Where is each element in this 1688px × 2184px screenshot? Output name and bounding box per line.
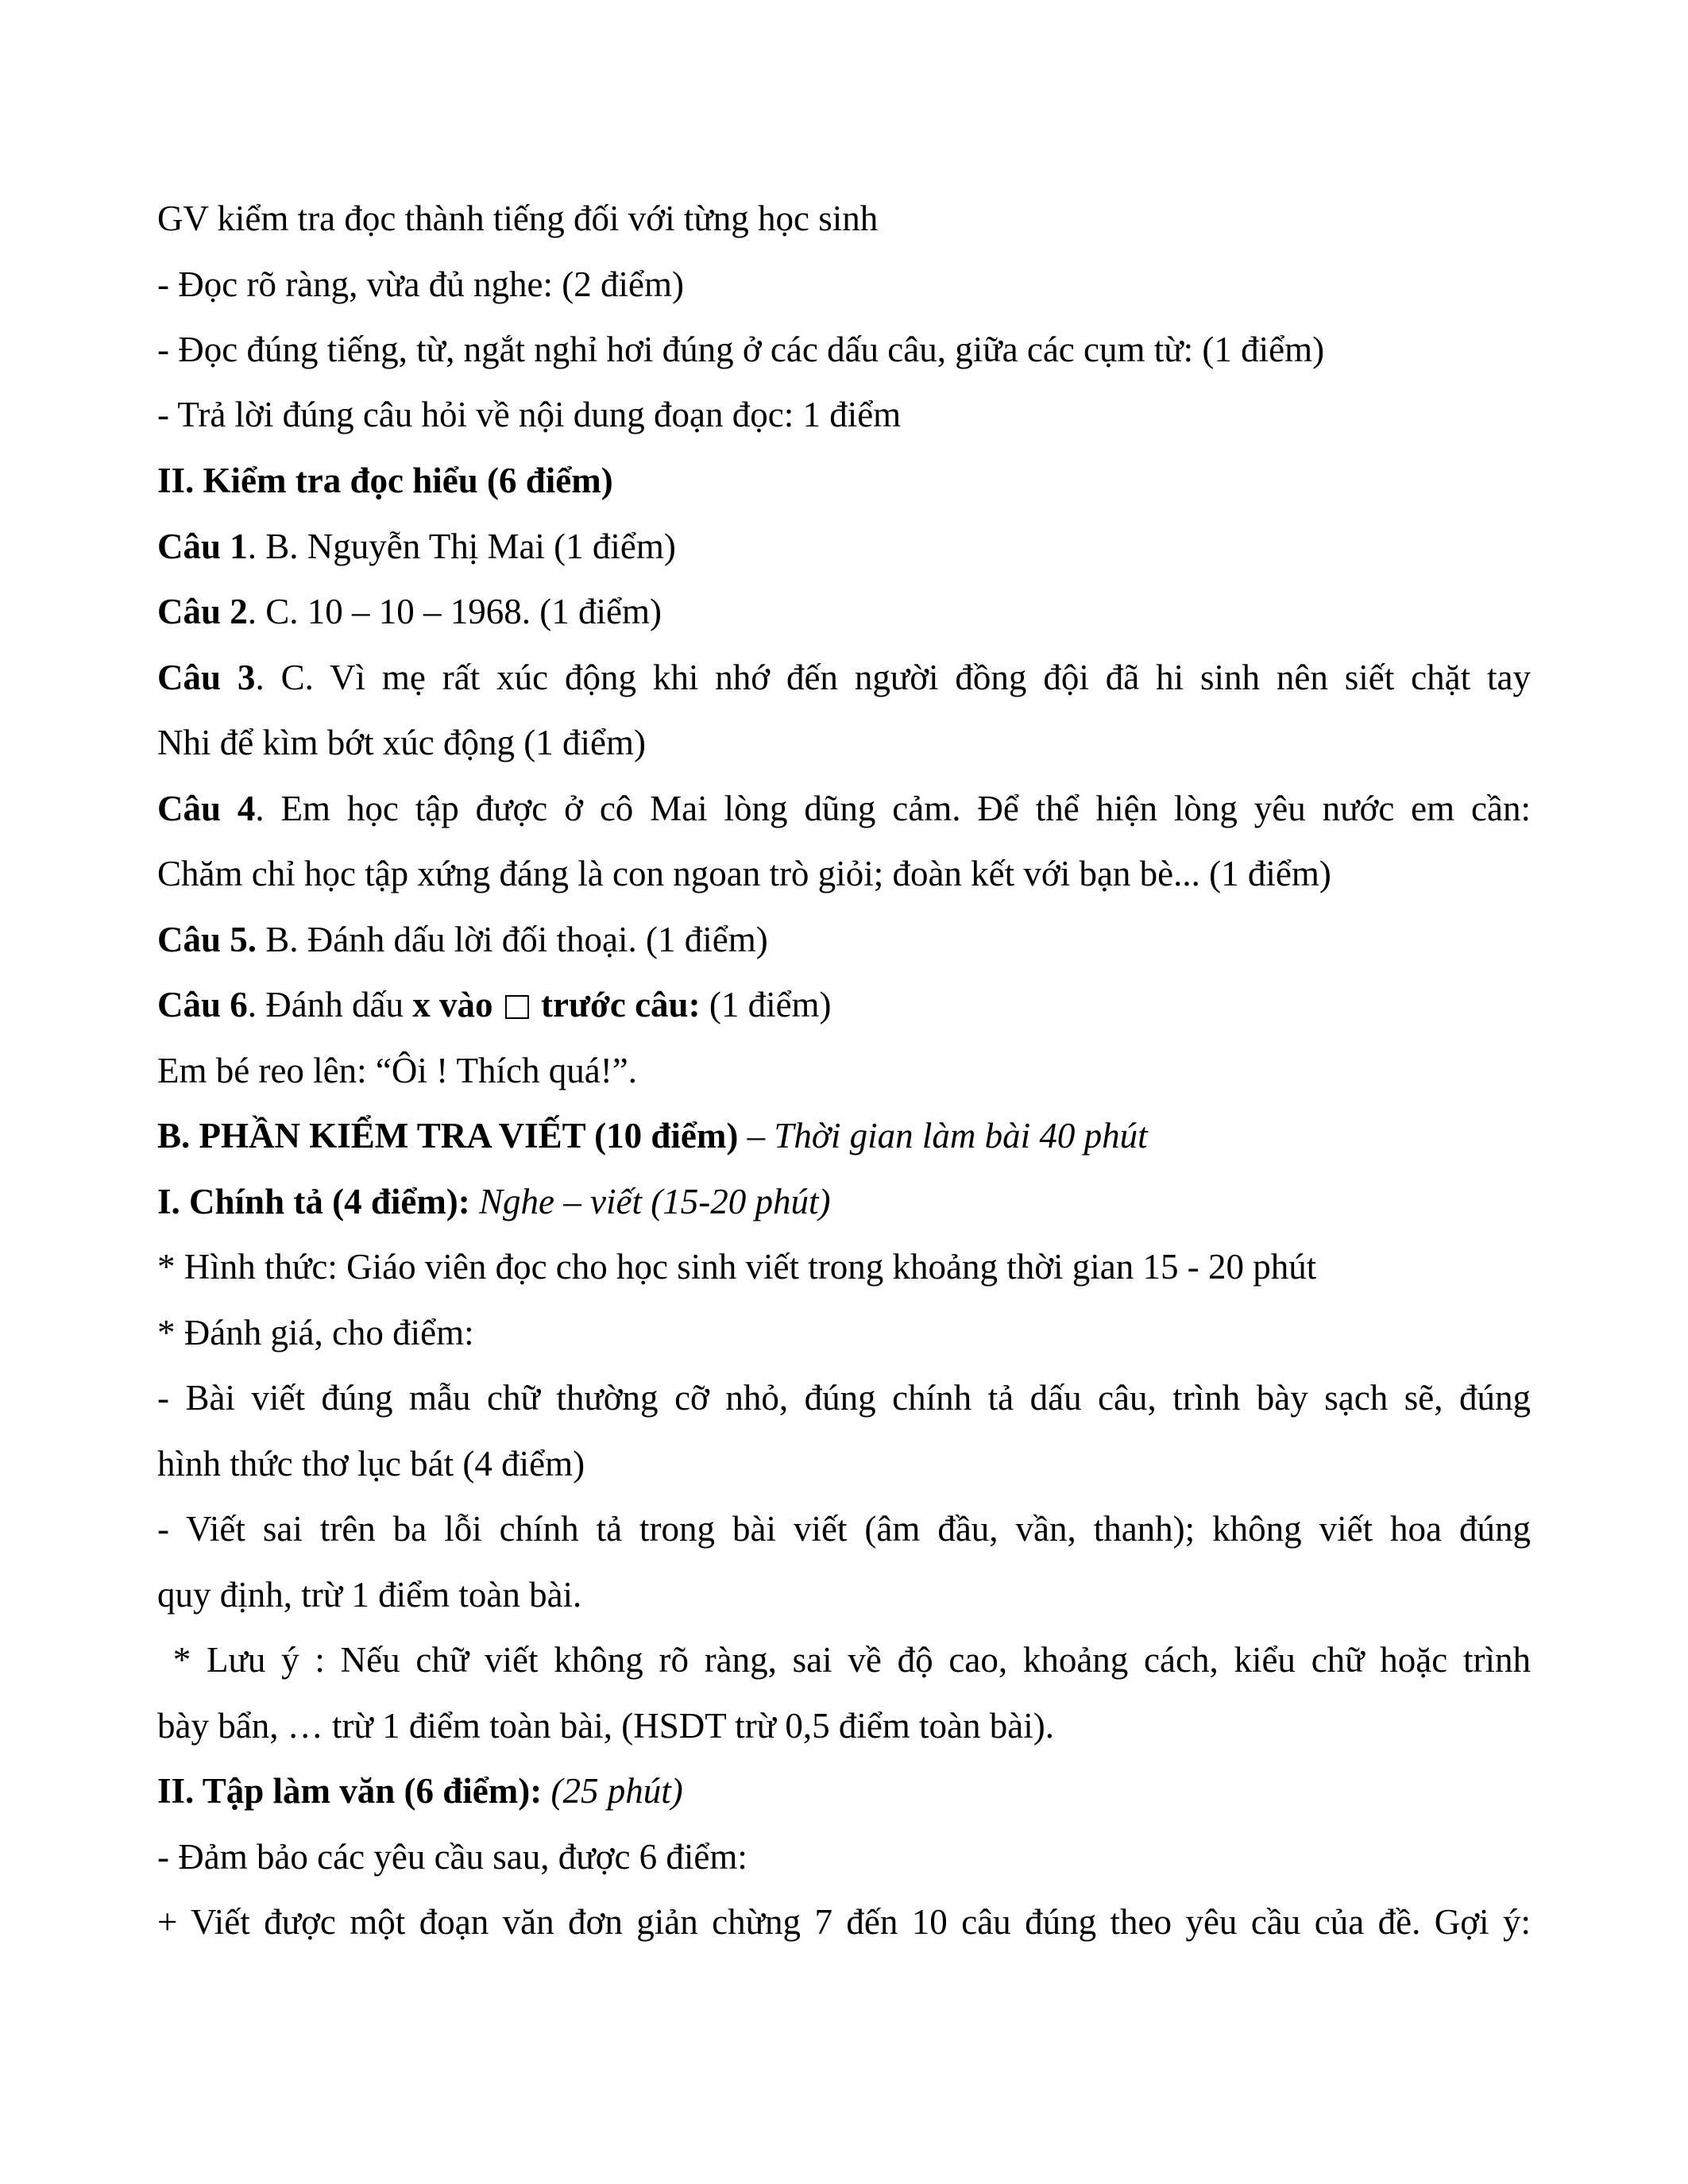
- instruction-bold: x vào: [412, 985, 493, 1024]
- heading-dash: –: [738, 1116, 774, 1156]
- checkbox-icon: [505, 995, 529, 1019]
- composition-line: - Đảm bảo các yêu cầu sau, được 6 điểm:: [157, 1837, 747, 1877]
- answer-text: . C. Vì mẹ rất xúc động khi nhớ đến người đồng đội đã hi sinh nên siết chặt tay: [255, 658, 1532, 697]
- dictation-line: quy định, trừ 1 điểm toàn bài.: [157, 1575, 582, 1615]
- question-6-answer: Em bé reo lên: “Ôi ! Thích quá!”.: [157, 1051, 637, 1090]
- question-5: [157, 916, 768, 963]
- points-text: (1 điểm): [700, 985, 832, 1024]
- instruction-text: . Đánh dấu: [247, 985, 413, 1024]
- dictation-line: - Viết sai trên ba lỗi chính tả trong bài viết (âm đầu, vần, thanh); không viết hoa đúng: [157, 1509, 1531, 1549]
- question-label: Câu 1: [157, 527, 248, 566]
- dictation-line: - Bài viết đúng mẫu chữ thường cỡ nhỏ, đúng chính tả dấu câu, trình bày sạch sẽ, đúng: [157, 1378, 1531, 1418]
- question-label: Câu 3: [157, 658, 256, 697]
- composition-heading: [157, 1767, 683, 1815]
- dictation-heading: [157, 1178, 830, 1225]
- heading-subtitle: (25 phút): [550, 1771, 683, 1811]
- heading-subtitle: Nghe – viết (15-20 phút): [479, 1182, 831, 1221]
- heading-text: I. Chính tả (4 điểm):: [157, 1182, 470, 1221]
- question-4-line-1: [157, 785, 1531, 832]
- answer-text: . B. Nguyễn Thị Mai (1 điểm): [247, 527, 676, 566]
- criterion-2: - Đọc đúng tiếng, từ, ngắt nghỉ hơi đúng ở các dấu câu, giữa các cụm từ: (1 điểm): [157, 330, 1325, 369]
- dictation-note-line: * Lưu ý : Nếu chữ viết không rõ ràng, sai về độ cao, khoảng cách, kiểu chữ hoặc trình: [157, 1640, 1531, 1680]
- reading-comprehension-heading: [157, 457, 613, 504]
- question-label: Câu 5.: [157, 920, 257, 959]
- criterion-1: - Đọc rõ ràng, vừa đủ nghe: (2 điểm): [157, 264, 684, 304]
- heading-text: II. Kiểm tra đọc hiểu (6 điểm): [157, 461, 613, 500]
- question-3-line-2: Nhi để kìm bớt xúc động (1 điểm): [157, 723, 646, 762]
- question-3-line-1: [157, 654, 1531, 701]
- question-4-line-2: Chăm chỉ học tập xứng đáng là con ngoan trò giỏi; đoàn kết với bạn bè... (1 điểm): [157, 854, 1331, 893]
- read-aloud-intro: GV kiểm tra đọc thành tiếng đối với từng học sinh: [157, 199, 879, 238]
- dictation-line: * Đánh giá, cho điểm:: [157, 1313, 474, 1352]
- composition-line: + Viết được một đoạn văn đơn giản chừng 7 đến 10 câu đúng theo yêu cầu của đề. Gợi ý:: [157, 1902, 1531, 1942]
- dictation-line: * Hình thức: Giáo viên đọc cho học sinh viết trong khoảng thời gian 15 - 20 phút: [157, 1247, 1317, 1287]
- writing-section-heading: [157, 1112, 1148, 1160]
- heading-text: II. Tập làm văn (6 điểm):: [157, 1771, 543, 1811]
- answer-text: . Em học tập được ở cô Mai lòng dũng cảm. Để thể hiện lòng yêu nước em cần:: [255, 789, 1531, 828]
- dictation-line: hình thức thơ lục bát (4 điểm): [157, 1444, 585, 1484]
- answer-text: B. Đánh dấu lời đối thoại. (1 điểm): [257, 920, 768, 959]
- dictation-note-line: bày bẩn, … trừ 1 điểm toàn bài, (HSDT trừ 0,5 điểm toàn bài).: [157, 1706, 1054, 1746]
- question-1: [157, 523, 676, 570]
- question-label: Câu 4: [157, 789, 256, 828]
- question-2: [157, 588, 662, 635]
- question-label: Câu 6: [157, 985, 248, 1024]
- heading-text: B. PHẦN KIỂM TRA VIẾT (10 điểm): [157, 1116, 739, 1156]
- time-limit: Thời gian làm bài 40 phút: [774, 1116, 1148, 1156]
- answer-text: . C. 10 – 10 – 1968. (1 điểm): [247, 592, 662, 631]
- instruction-bold: trước câu:: [540, 985, 701, 1024]
- question-6: [157, 981, 832, 1028]
- question-label: Câu 2: [157, 592, 248, 631]
- criterion-3: - Trả lời đúng câu hỏi về nội dung đoạn đọc: 1 điểm: [157, 395, 902, 434]
